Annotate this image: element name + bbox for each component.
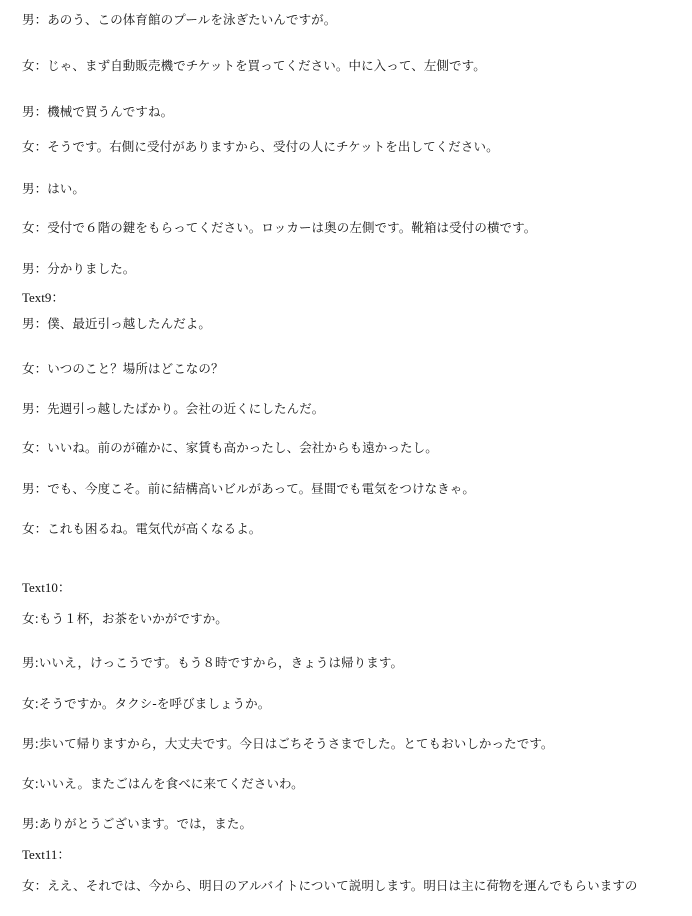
dialogue-line: 女:いいえ。またごはんを食べに来てくださいわ。 [22, 776, 304, 791]
dialogue-line: 男：機械で買うんですね。 [22, 104, 174, 119]
section-heading-text11: Text11： [22, 847, 71, 862]
dialogue-line: 男：あのう、この体育館のプールを泳ぎたいんですが。 [22, 12, 337, 27]
dialogue-line: 男：はい。 [22, 181, 86, 196]
dialogue-line: 男:いいえ，けっこうです。もう８時ですから，きょうは帰ります。 [22, 655, 404, 670]
dialogue-line: 男：先週引っ越したばかり。会社の近くにしたんだ。 [22, 401, 325, 416]
dialogue-line: 男:歩いて帰りますから，大丈夫です。今日はごちそうさまでした。とてもおいしかったです。 [22, 736, 554, 751]
dialogue-line: 男:ありがとうございます。では，また。 [22, 816, 253, 831]
dialogue-line: 女：ええ、それでは、今から、明日のアルバイトについて説明します。明日は主に荷物を運んでもらいますの [22, 878, 638, 893]
dialogue-line: 男：僕、最近引っ越したんだよ。 [22, 316, 212, 331]
section-heading-text10: Text10： [22, 580, 71, 595]
dialogue-line: 女：いいね。前のが確かに、家賃も高かったし、会社からも遠かったし。 [22, 440, 438, 455]
dialogue-line: 女:もう１杯，お茶をいかがですか。 [22, 611, 228, 626]
section-heading-text9: Text9： [22, 290, 65, 305]
dialogue-line: 女：受付で６階の鍵をもらってください。ロッカーは奥の左側です。靴箱は受付の横です。 [22, 220, 537, 235]
dialogue-line: 男：でも、今度こそ。前に結構高いビルがあって。昼間でも電気をつけなきゃ。 [22, 481, 475, 496]
dialogue-line: 女：じゃ、まず自動販売機でチケットを買ってください。中に入って、左側です。 [22, 58, 486, 73]
dialogue-line: 女：これも困るね。電気代が高くなるよ。 [22, 521, 262, 536]
dialogue-line: 男：分かりました。 [22, 261, 136, 276]
dialogue-line: 女：いつのこと？場所はどこなの？ [22, 361, 224, 376]
dialogue-line: 女：そうです。右側に受付がありますから、受付の人にチケットを出してください。 [22, 139, 499, 154]
dialogue-line: 女:そうですか。タクシ-を呼びましょうか。 [22, 696, 271, 711]
